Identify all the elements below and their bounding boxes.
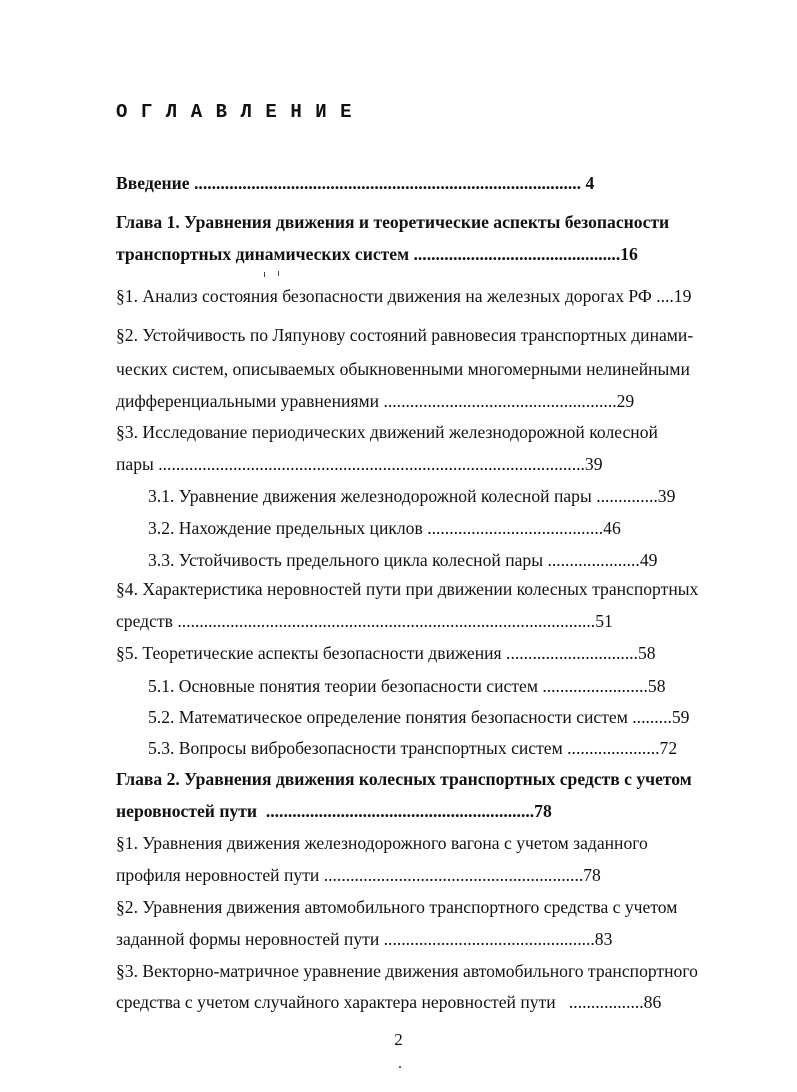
toc-page-number: 86 xyxy=(643,992,662,1012)
toc-entry-text: дифференциальными уравнениями xyxy=(116,391,384,411)
toc-leader-dots: .... xyxy=(656,286,674,306)
toc-entry-text: §3. Векторно-матричное уравнение движения автомобильного транспортного xyxy=(116,961,698,981)
toc-entry xyxy=(116,243,736,265)
toc-entry-text: 5.3. Вопросы вибробезопасности транспортных систем xyxy=(148,738,568,758)
toc-entry xyxy=(116,960,740,982)
toc-leader-dots: ........................... xyxy=(506,643,625,663)
toc-title: ОГЛАВЛЕНИЕ xyxy=(116,101,366,123)
toc-entry xyxy=(116,358,740,380)
toc-entry-text: профиля неровностей пути xyxy=(116,865,324,885)
toc-entry-text: 3.1. Уравнение движения железнодорожной колесной пары xyxy=(148,486,597,506)
toc-leader-dots: ...................................................................................... xyxy=(194,173,573,193)
toc-leader-dots: ................................................... xyxy=(383,391,608,411)
toc-entry-text: 3.3. Устойчивость предельного цикла колесной пары xyxy=(148,550,548,570)
toc-leader-dots: ..................... xyxy=(547,550,640,570)
scan-mark xyxy=(278,271,279,276)
toc-entry-text: §2. Устойчивость по Ляпунову состояний равновесия транспортных динами- xyxy=(116,325,694,345)
toc-entry-text: средства с учетом случайного характера неровностей пути xyxy=(116,992,569,1012)
toc-leader-dots: ......................................................... xyxy=(323,865,575,885)
toc-entry-text: неровностей пути xyxy=(116,801,266,821)
toc-entry xyxy=(116,610,739,632)
toc-page-number: ..29 xyxy=(607,391,635,411)
toc-entry-text: §1. Анализ состояния безопасности движения на железных дорогах РФ xyxy=(116,286,657,306)
toc-leader-dots: ............................................................................................. xyxy=(177,611,587,631)
toc-entry-text: 3.2. Нахождение предельных циклов xyxy=(148,518,428,538)
toc-leader-dots: ............. xyxy=(596,486,654,506)
toc-page-number: .. 4 xyxy=(572,173,595,193)
toc-leader-dots: ........................................ xyxy=(427,518,604,538)
toc-entry xyxy=(116,800,737,822)
toc-entry xyxy=(116,172,740,194)
toc-entry-text: §2. Уравнения движения автомобильного транспортного средства с учетом xyxy=(116,897,678,917)
toc-entry xyxy=(116,928,738,950)
toc-page-number: .39 xyxy=(653,486,676,506)
toc-entry-text: транспортных динамических систем xyxy=(116,244,414,264)
toc-entry xyxy=(116,390,740,412)
toc-entry xyxy=(116,285,736,307)
toc-entry xyxy=(116,991,736,1013)
scan-speck xyxy=(399,1066,401,1068)
toc-entry-text: §3. Исследование периодических движений железнодорожной колесной xyxy=(116,422,658,442)
toc-leader-dots: ..................... xyxy=(567,738,660,758)
toc-page-number: 72 xyxy=(659,738,678,758)
toc-entry xyxy=(148,549,737,571)
toc-page-number: ..78 xyxy=(574,865,601,885)
toc-entry xyxy=(148,517,737,539)
toc-entry xyxy=(116,453,740,475)
toc-leader-dots: ................. xyxy=(568,992,644,1012)
toc-entry xyxy=(116,211,740,233)
toc-leader-dots: ............................................................ xyxy=(265,801,530,821)
toc-entry xyxy=(116,864,738,886)
toc-entry-text: пары xyxy=(116,454,159,474)
toc-page-number: 49 xyxy=(639,550,658,570)
toc-leader-dots: ............................................... xyxy=(413,244,621,264)
toc-entry xyxy=(116,578,740,600)
toc-page-number: .78 xyxy=(529,801,552,821)
toc-entry xyxy=(116,324,740,346)
toc-entry xyxy=(116,832,740,854)
toc-page-number: 39 xyxy=(584,454,603,474)
toc-entry-text: Глава 2. Уравнения движения колесных транспортных средств с учетом xyxy=(116,769,692,789)
toc-page-number: 19 xyxy=(673,286,692,306)
page-number: 2 xyxy=(394,1030,403,1049)
toc-entry xyxy=(148,675,737,697)
toc-entry-text: Глава 1. Уравнения движения и теоретические аспекты безопасности xyxy=(116,212,670,232)
toc-page-number: 16 xyxy=(620,244,638,264)
toc-page-number: ..83 xyxy=(585,929,613,949)
toc-leader-dots: ......... xyxy=(632,707,672,727)
toc-entry xyxy=(148,706,737,728)
toc-entry-text: §1. Уравнения движения железнодорожного вагона с учетом заданного xyxy=(116,833,648,853)
toc-page-number: 58 xyxy=(647,676,666,696)
toc-entry-text: Введение xyxy=(116,173,195,193)
toc-entry-text: 5.2. Математическое определение понятия безопасности систем xyxy=(148,707,633,727)
scan-mark xyxy=(264,272,265,277)
toc-entry-text: ческих систем, описываемых обыкновенными многомерными нелинейными xyxy=(116,359,690,379)
toc-entry-text: §4. Характеристика неровностей пути при движении колесных транспортных xyxy=(116,579,699,599)
toc-entry xyxy=(148,737,737,759)
toc-entry-text: 5.1. Основные понятия теории безопасности систем xyxy=(148,676,543,696)
toc-entry-text: §5. Теоретические аспекты безопасности движения xyxy=(116,643,507,663)
toc-entry xyxy=(116,896,740,918)
toc-page-number: 59 xyxy=(671,707,690,727)
toc-entry xyxy=(116,768,740,790)
toc-page-number: ..51 xyxy=(586,611,613,631)
toc-entry xyxy=(116,421,740,443)
toc-entry xyxy=(116,642,739,664)
toc-page-number: ...58 xyxy=(624,643,656,663)
toc-leader-dots: .............................................. xyxy=(383,929,586,949)
toc-entry-text: заданной формы неровностей пути xyxy=(116,929,384,949)
toc-leader-dots: ................................................................................................. xyxy=(158,454,585,474)
toc-entry xyxy=(148,485,737,507)
toc-page-number: 46 xyxy=(603,518,621,538)
toc-entry-text: средств xyxy=(116,611,178,631)
toc-leader-dots: ........................ xyxy=(542,676,648,696)
